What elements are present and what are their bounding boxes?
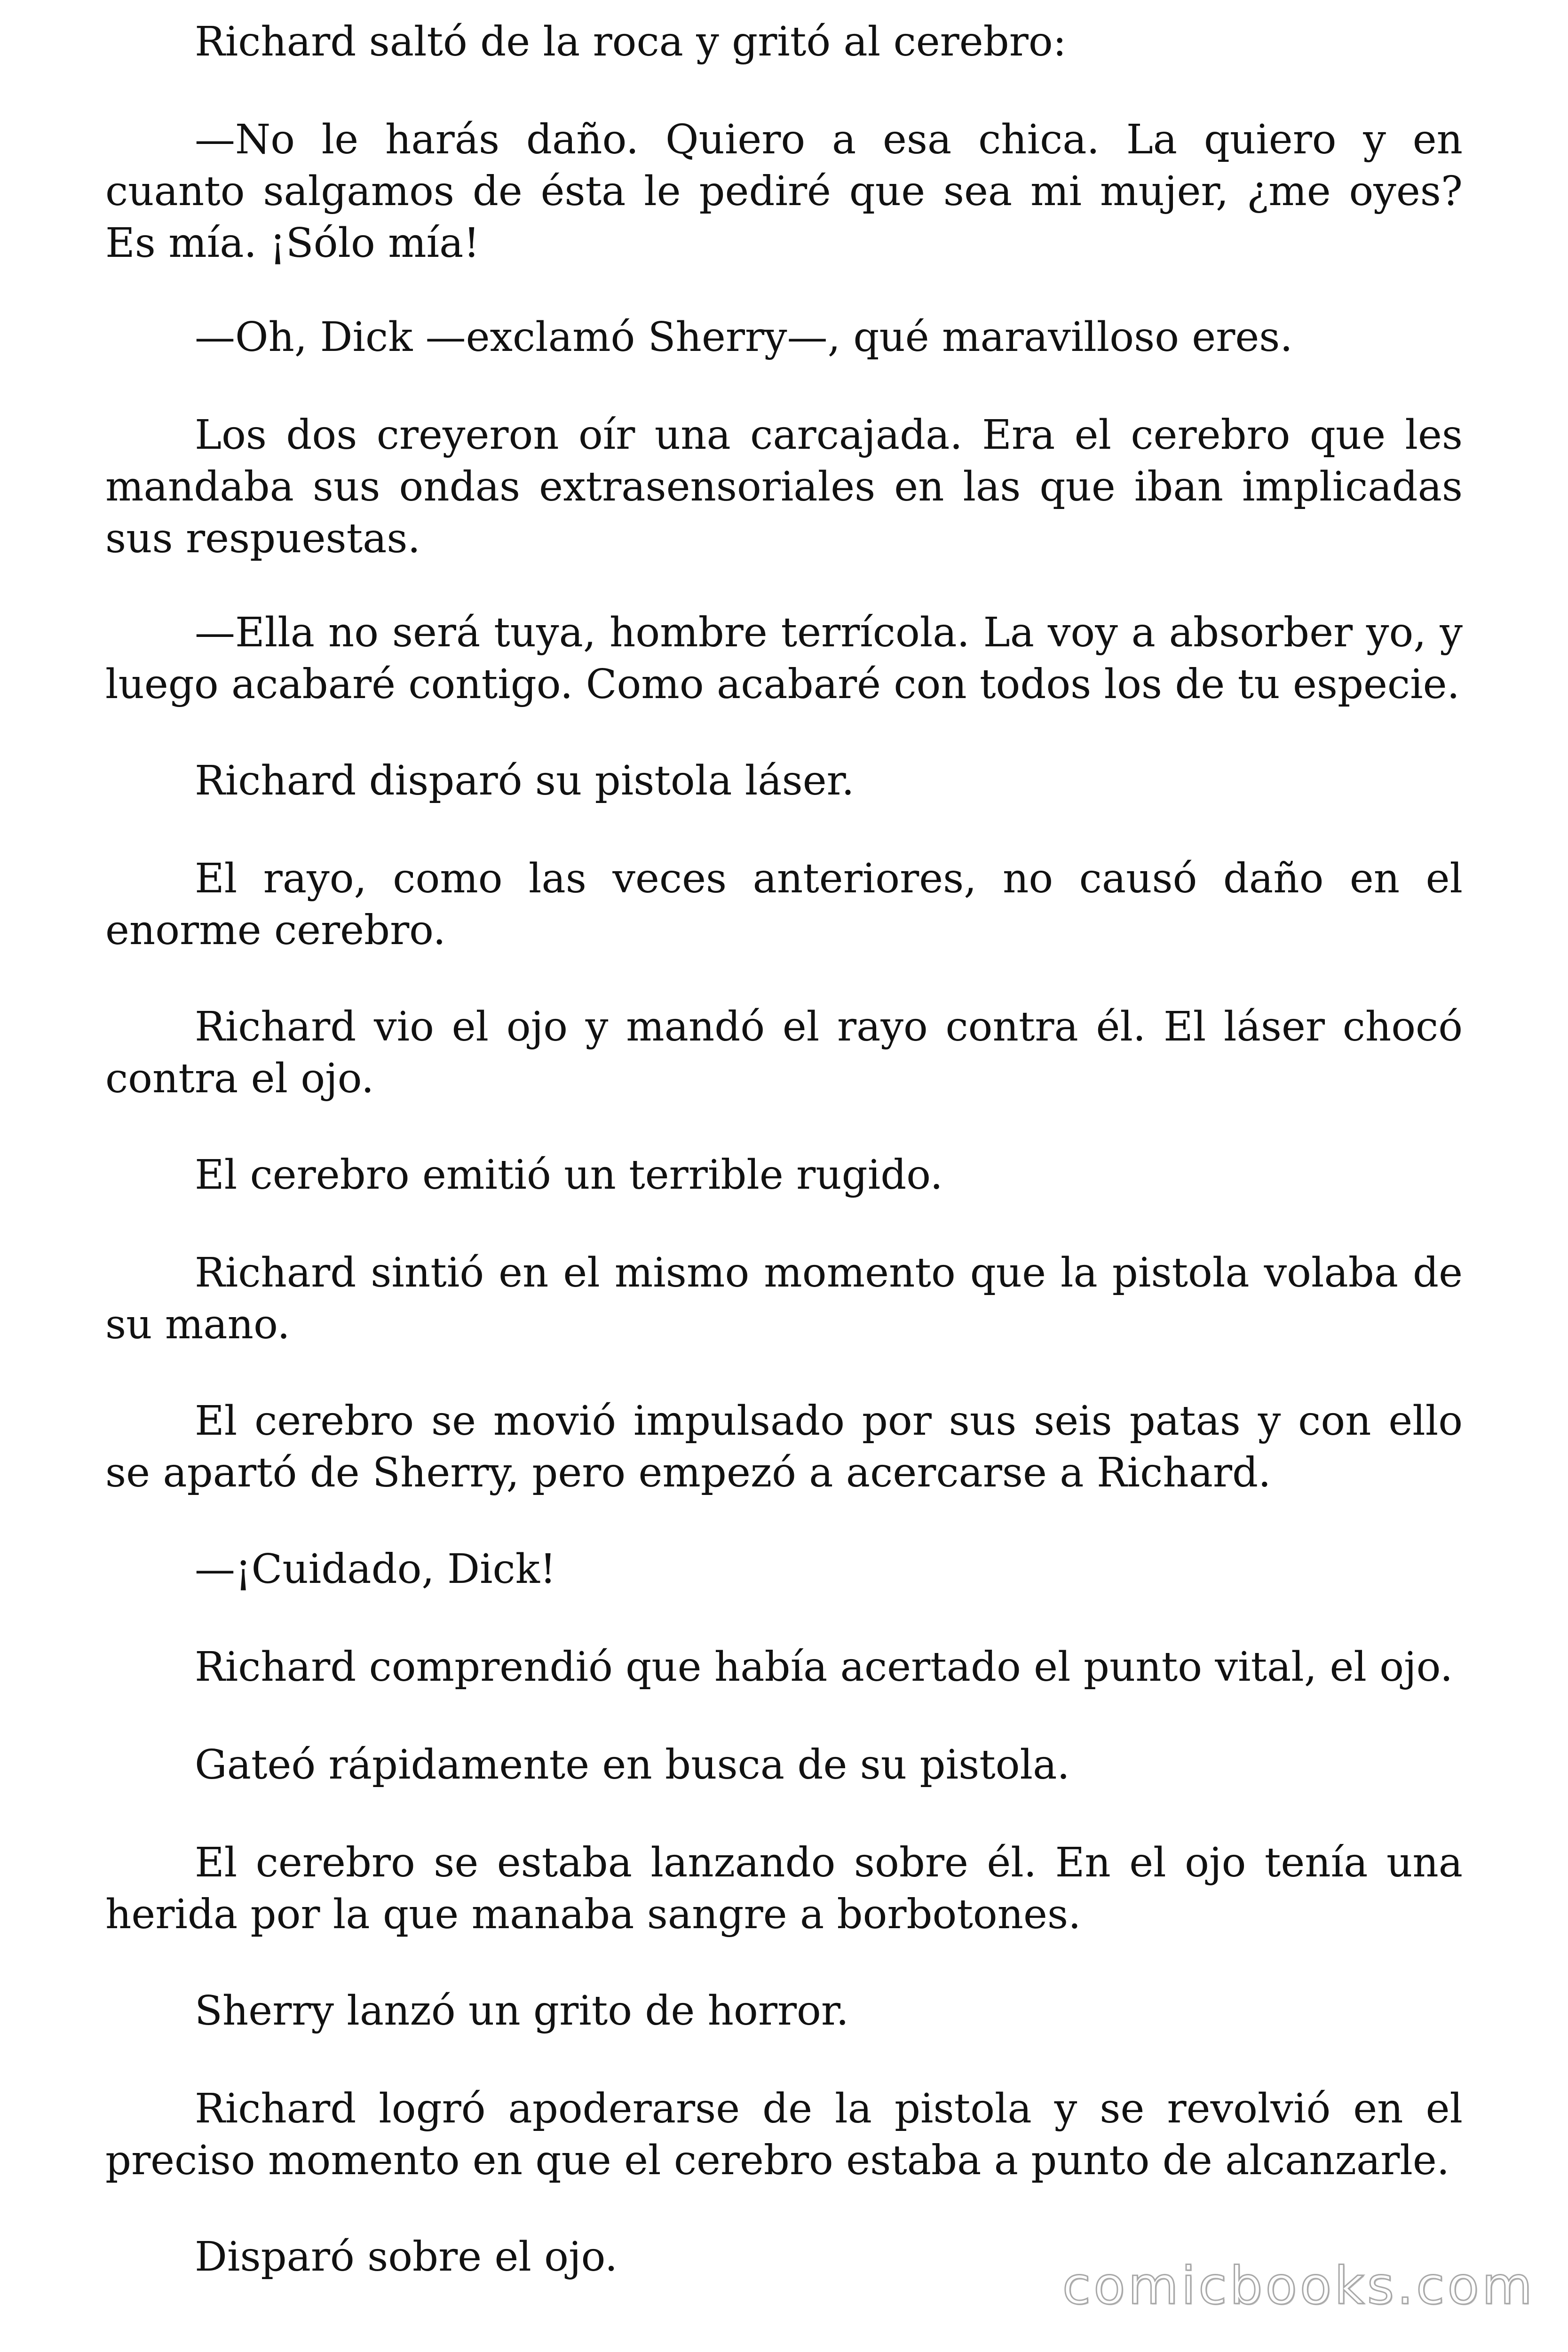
paragraph: —Oh, Dick —exclamó Sherry—, qué maravilloso eres.	[195, 314, 1293, 361]
paragraph: Richard saltó de la roca y gritó al cerebro:	[195, 18, 1067, 65]
paragraph: —¡Cuidado, Dick!	[195, 1546, 556, 1593]
paragraph: El rayo, como las veces anteriores, no causó daño en el enorme cerebro.	[105, 855, 1463, 954]
paragraph: Richard disparó su pistola láser.	[195, 757, 855, 804]
document-page	[105, 0, 1463, 2352]
paragraph: Gateó rápidamente en busca de su pistola.	[195, 1741, 1070, 1788]
paragraph: Disparó sobre el ojo.	[195, 2233, 618, 2280]
paragraph: Los dos creyeron oír una carcajada. Era el cerebro que les mandaba sus ondas extrasensoriales en las que iban implicadas sus respuestas.	[105, 412, 1463, 562]
watermark: comicbooks.com	[1062, 2256, 1535, 2316]
paragraph: Richard logró apoderarse de la pistola y se revolvió en el preciso momento en que el cerebro estaba a punto de alcanzarle.	[105, 2085, 1463, 2184]
paragraph: —Ella no será tuya, hombre terrícola. La voy a absorber yo, y luego acabaré contigo. Como acabaré con todos los de tu especie.	[105, 609, 1463, 708]
paragraph: El cerebro se movió impulsado por sus seis patas y con ello se apartó de Sherry, pero empezó a acercarse a Richard.	[105, 1398, 1463, 1496]
paragraph: El cerebro se estaba lanzando sobre él. En el ojo tenía una herida por la que manaba sangre a borbotones.	[105, 1839, 1463, 1938]
paragraph: Richard vio el ojo y mandó el rayo contra él. El láser chocó contra el ojo.	[105, 1003, 1463, 1102]
paragraph: Sherry lanzó un grito de horror.	[195, 1987, 849, 2034]
paragraph: —No le harás daño. Quiero a esa chica. La quiero y en cuanto salgamos de ésta le pediré que sea mi mujer, ¿me oyes? Es mía. ¡Sólo mía!	[105, 116, 1463, 267]
paragraph: El cerebro emitió un terrible rugido.	[195, 1152, 943, 1199]
paragraph: Richard comprendió que había acertado el punto vital, el ojo.	[195, 1644, 1453, 1691]
paragraph: Richard sintió en el mismo momento que la pistola volaba de su mano.	[105, 1249, 1463, 1348]
